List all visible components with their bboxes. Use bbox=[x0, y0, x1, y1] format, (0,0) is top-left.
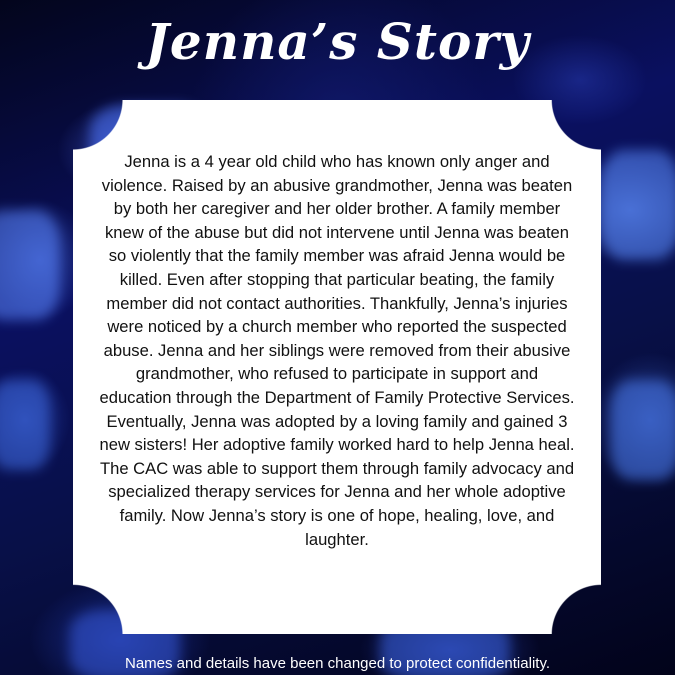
bokeh-light bbox=[0, 380, 50, 470]
story-text: Jenna is a 4 year old child who has known only anger and violence. Raised by an abusive grandmother, Jenna was beaten by both her caregiver and her older brother. A family member knew of the abuse but did not intervene until Jenna was beaten so violently that the family member was afraid Jenna would be killed. Even after stopping that particular beating, the family member did not contact authorities. Thankfully, Jenna’s injuries were noticed by a church member who reported the suspected abuse. Jenna and her siblings were removed from their abusive grandmother, who refused to participate in support and education through the Department of Family Protective Services. Eventually, Jenna was adopted by a loving family and gained 3 new sisters! Her adoptive family worked hard to help Jenna heal. The CAC was able to support them through family advocacy and specialized therapy services for Jenna and her whole adoptive family. Now Jenna’s story is one of hope, healing, love, and laughter. bbox=[99, 152, 575, 549]
page-title: Jenna’s Story bbox=[145, 12, 530, 71]
bokeh-light bbox=[0, 210, 60, 320]
bokeh-light bbox=[600, 150, 675, 260]
confidentiality-note: Names and details have been changed to protect confidentiality. bbox=[125, 655, 550, 672]
bokeh-light bbox=[610, 380, 675, 480]
